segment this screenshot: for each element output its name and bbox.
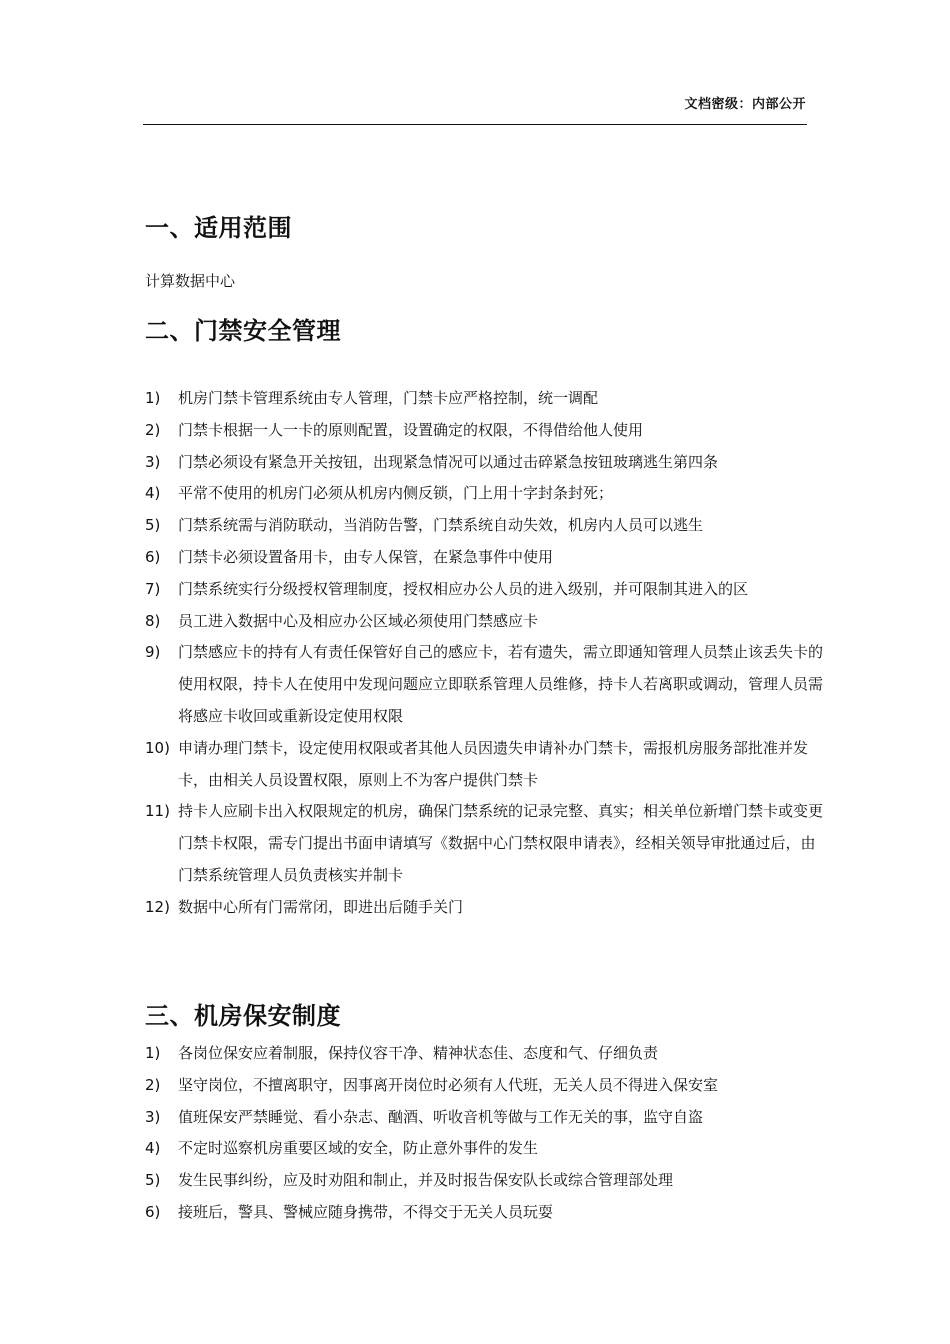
list-item	[145, 510, 825, 542]
list-item	[145, 1197, 825, 1229]
list-item	[145, 733, 825, 797]
list-item-text: 坚守岗位，不擅离职守，因事离开岗位时必须有人代班，无关人员不得进入保安室	[178, 1075, 719, 1094]
list-item-text: 门禁系统实行分级授权管理制度，授权相应办公人员的进入级别，并可限制其进入的区	[178, 579, 749, 598]
list-item	[145, 383, 825, 415]
list-item	[145, 1133, 825, 1165]
scope-body: 计算数据中心	[145, 272, 236, 290]
list-item-text: 门禁卡根据一人一卡的原则配置，设置确定的权限，不得借给他人使用	[178, 420, 644, 439]
section-title-scope: 一、适用范围	[145, 214, 292, 242]
list-item-number: 1)	[145, 389, 161, 407]
list-item-text: 值班保安严禁睡觉、看小杂志、酗酒、听收音机等做与工作无关的事，监守自盗	[178, 1107, 704, 1126]
list-item	[145, 606, 825, 638]
list-item-text: 数据中心所有门需常闭，即进出后随手关门	[178, 897, 464, 916]
section-title-access-control: 二、门禁安全管理	[145, 317, 341, 345]
list-item-text: 申请办理门禁卡，设定使用权限或者其他人员因遗失申请补办门禁卡，需报机房服务部批准并发卡，由相关人员设置权限，原则上不为客户提供门禁卡	[178, 738, 809, 789]
list-item-number: 5)	[145, 1171, 161, 1190]
list-item-number: 7)	[145, 579, 161, 598]
list-item-text: 持卡人应刷卡出入权限规定的机房，确保门禁系统的记录完整、真实；相关单位新增门禁卡或变更门禁卡权限，需专门提出书面申请填写《数据中心门禁权限申请表》，经相关领导审批通过后，由门禁系统管理人员负责核实并制卡	[178, 802, 824, 884]
header-divider	[143, 124, 807, 125]
list-item-number: 1)	[145, 1044, 161, 1062]
list-item	[145, 478, 825, 510]
list-item-number: 6)	[145, 1202, 161, 1221]
list-item-text: 接班后，警具、警械应随身携带，不得交于无关人员玩耍	[178, 1202, 554, 1221]
list-item-number: 8)	[145, 611, 161, 630]
list-item-number: 3)	[145, 452, 161, 471]
list-item	[145, 542, 825, 574]
list-item-number: 2)	[145, 420, 161, 439]
list-item-text: 各岗位保安应着制服，保持仪容干净、精神状态佳、态度和气、仔细负责	[178, 1044, 659, 1062]
list-item-text: 不定时巡察机房重要区域的安全，防止意外事件的发生	[178, 1139, 539, 1158]
list-item	[145, 1102, 825, 1134]
list-item-number: 10)	[145, 738, 170, 757]
list-item-text: 门禁感应卡的持有人有责任保管好自己的感应卡，若有遗失，需立即通知管理人员禁止该丢失卡的使用权限，持卡人在使用中发现问题应立即联系管理人员维修，持卡人若离职或调动，管理人员需将感应卡收回或重新设定使用权限	[178, 643, 824, 725]
list-item	[145, 796, 825, 891]
list-item-text: 员工进入数据中心及相应办公区域必须使用门禁感应卡	[178, 611, 539, 630]
list-item-text: 门禁卡必须设置备用卡，由专人保管，在紧急事件中使用	[178, 547, 554, 566]
list-item-number: 4)	[145, 1139, 161, 1158]
list-item-number: 2)	[145, 1075, 161, 1094]
list-item-text: 门禁系统需与消防联动，当消防告警，门禁系统自动失效，机房内人员可以逃生	[178, 516, 704, 535]
list-item-text: 机房门禁卡管理系统由专人管理，门禁卡应严格控制，统一调配	[178, 389, 599, 407]
list-item	[145, 447, 825, 479]
list-item-number: 6)	[145, 547, 161, 566]
security-rules-list	[145, 1038, 825, 1229]
list-item	[145, 574, 825, 606]
list-item-number: 12)	[145, 897, 170, 916]
list-item-number: 4)	[145, 484, 161, 503]
section-title-security-rules: 三、机房保安制度	[145, 1002, 341, 1030]
list-item	[145, 892, 825, 924]
document-classification: 文档密级：内部公开	[684, 97, 806, 112]
list-item	[145, 415, 825, 447]
list-item	[145, 1038, 825, 1070]
list-item-text: 发生民事纠纷，应及时劝阻和制止，并及时报告保安队长或综合管理部处理	[178, 1171, 674, 1190]
list-item-text: 平常不使用的机房门必须从机房内侧反锁，门上用十字封条封死；	[178, 484, 614, 503]
list-item-number: 9)	[145, 643, 161, 662]
list-item	[145, 637, 825, 732]
list-item	[145, 1165, 825, 1197]
list-item-number: 3)	[145, 1107, 161, 1126]
access-control-list	[145, 383, 825, 924]
list-item-number: 5)	[145, 516, 161, 535]
list-item-text: 门禁必须设有紧急开关按钮，出现紧急情况可以通过击碎紧急按钮玻璃逃生第四条	[178, 452, 719, 471]
list-item	[145, 1070, 825, 1102]
list-item-number: 11)	[145, 802, 170, 821]
